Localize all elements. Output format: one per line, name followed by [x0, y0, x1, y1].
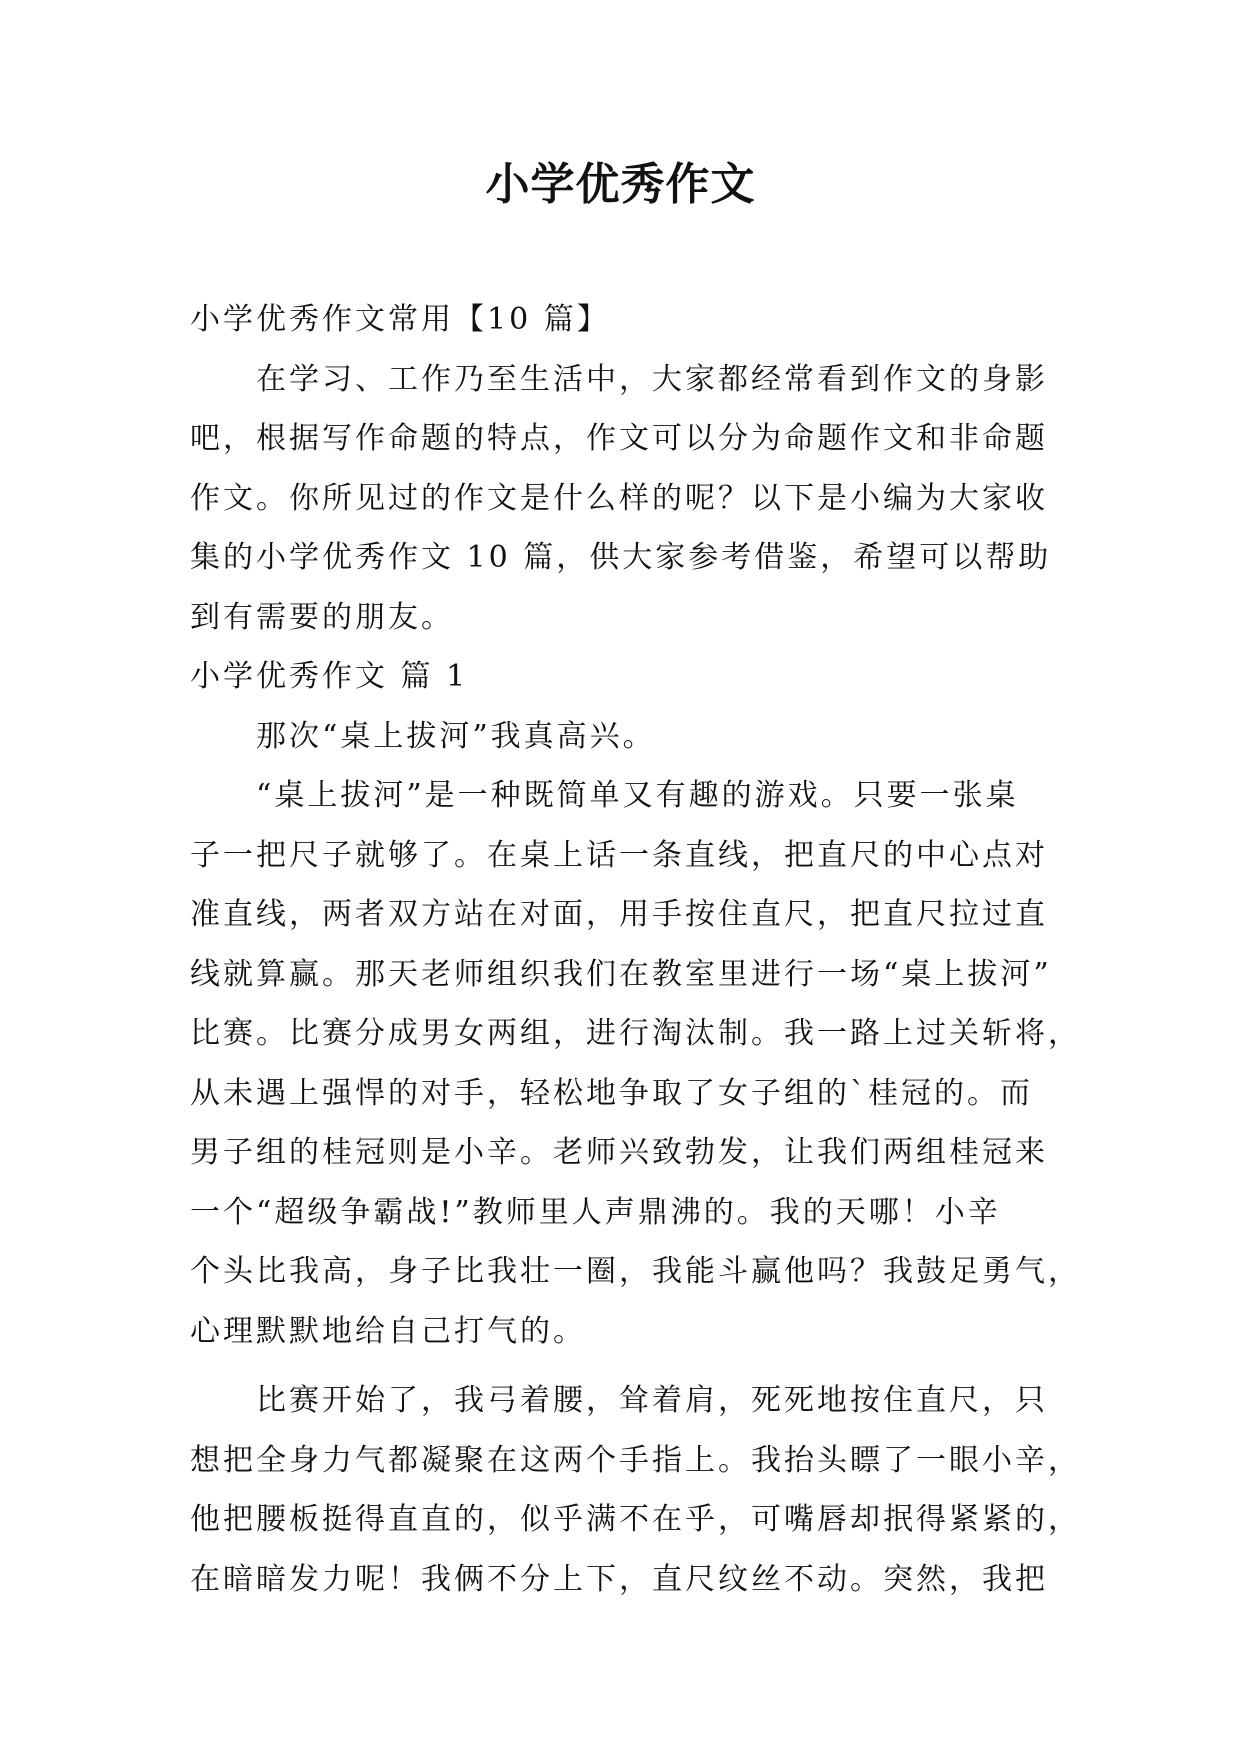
subtitle-line: 小学优秀作文常用【10 篇】	[190, 302, 610, 337]
paragraph-line: 比赛开始了，我弓着腰，耸着肩，死死地按住直尺，只	[256, 1383, 1048, 1418]
paragraph-line: “桌上拔河”是一种既简单又有趣的游戏。只要一张桌	[256, 778, 1019, 813]
document-body	[190, 290, 1081, 1609]
paragraph-line: 个头比我高，身子比我壮一圈，我能斗赢他吗？我鼓足勇气，	[190, 1254, 1081, 1289]
paragraph-line: 线就算赢。那天老师组织我们在教室里进行一场“桌上拔河”	[190, 956, 1052, 992]
paragraph-line: 比赛。比赛分成男女两组，进行淘汰制。我一路上过关斩将，	[190, 1016, 1081, 1051]
paragraph-line: 吧，根据写作命题的特点，作文可以分为命题作文和非命题	[190, 421, 1048, 456]
paragraph-line: 从未遇上强悍的对手，轻松地争取了女子组的`桂冠的。而	[190, 1075, 1033, 1111]
paragraph-line: 那次“桌上拔河”我真高兴。	[256, 718, 656, 754]
paragraph-line: 男子组的桂冠则是小辛。老师兴致勃发，让我们两组桂冠来	[190, 1135, 1048, 1170]
paragraph-line: 他把腰板挺得直直的，似乎满不在乎，可嘴唇却抿得紧紧的，	[190, 1502, 1081, 1537]
section-heading: 小学优秀作文 篇 1	[190, 659, 469, 694]
paragraph-line: 到有需要的朋友。	[190, 599, 454, 635]
paragraph-line: 心理默默地给自己打气的。	[190, 1313, 586, 1349]
paragraph-line: 准直线，两者双方站在对面，用手按住直尺，把直尺拉过直	[190, 897, 1048, 932]
paragraph-line: 作文。你所见过的作文是什么样的呢？以下是小编为大家收	[190, 480, 1048, 516]
paragraph-line: 集的小学优秀作文 10 篇，供大家参考借鉴，希望可以帮助	[190, 540, 1052, 575]
document-title: 小学优秀作文	[485, 159, 756, 210]
paragraph-line: 在暗暗发力呢！我俩不分上下，直尺纹丝不动。突然，我把	[190, 1561, 1048, 1597]
paragraph-gap	[190, 1361, 1050, 1371]
paragraph-line: 一个“超级争霸战!”教师里人声鼎沸的。我的天哪！小辛	[190, 1194, 1001, 1230]
paragraph-line: 想把全身力气都凝聚在这两个手指上。我抬头瞟了一眼小辛，	[190, 1442, 1081, 1478]
paragraph-line: 在学习、工作乃至生活中，大家都经常看到作文的身影	[256, 361, 1048, 397]
paragraph-line: 子一把尺子就够了。在桌上话一条直线，把直尺的中心点对	[190, 837, 1048, 873]
